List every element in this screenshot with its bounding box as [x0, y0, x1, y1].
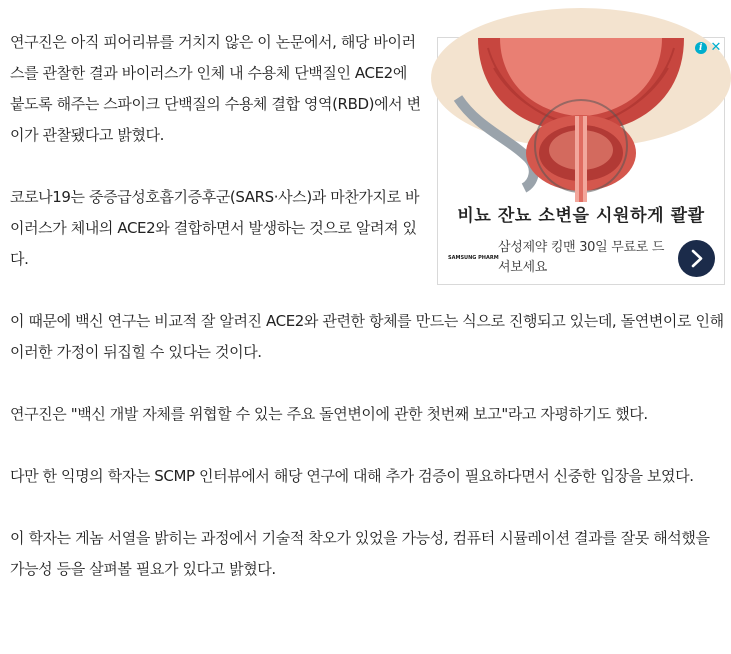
article-paragraph: 이 때문에 백신 연구는 비교적 잘 알려진 ACE2와 관련한 항체를 만드는 식으로 진행되고 있는데, 돌연변이로 인해 이러한 가정이 뒤집힐 수 있다는 것이다. — [10, 312, 724, 361]
ad-image[interactable] — [438, 38, 724, 202]
ad-brand-logo: SAMSUNG PHARM — [448, 255, 499, 261]
ad-choices[interactable] — [695, 41, 722, 55]
ad-description[interactable]: 삼성제약 킹맨 30일 무료로 드셔보세요 — [498, 240, 665, 275]
info-icon[interactable]: i — [695, 42, 707, 54]
article-paragraph: 다만 한 익명의 학자는 SCMP 인터뷰에서 해당 연구에 대해 추가 검증이 필요하다면서 신중한 입장을 보였다. — [10, 467, 694, 485]
article-paragraph: 이 학자는 게놈 서열을 밝히는 과정에서 기술적 착오가 있었을 가능성, 컴퓨터 시뮬레이션 결과를 잘못 해석했을 가능성 등을 살펴볼 필요가 있다고 밝혔다. — [10, 529, 710, 578]
article-paragraph: 연구진은 "백신 개발 자체를 위협할 수 있는 주요 돌연변이에 관한 첫번째 보고"라고 자평하기도 했다. — [10, 405, 648, 423]
ad-headline[interactable]: 비뇨 잔뇨 소변을 시원하게 콸콸 — [457, 206, 705, 226]
ad-illustration — [438, 38, 724, 202]
ad-cta-button[interactable] — [678, 240, 715, 277]
article-paragraph: 코로나19는 중증급성호흡기증후군(SARS·사스)과 마찬가지로 바이러스가 체내의 ACE2와 결합하면서 발생하는 것으로 알려져 있다. — [10, 188, 420, 268]
chevron-right-icon — [678, 240, 715, 277]
ad-footer[interactable] — [438, 238, 724, 282]
advertisement[interactable] — [437, 37, 725, 285]
article-paragraph: 연구진은 아직 피어리뷰를 거치지 않은 이 논문에서, 해당 바이러스를 관찰한 결과 바이러스가 인체 내 수용체 단백질인 ACE2에 붙도록 해주는 스파이크 단백질의 수용체 결합 영역(RBD)에서 변이가 관찰됐다고 밝혔다. — [10, 33, 421, 144]
close-icon[interactable]: ✕ — [710, 40, 721, 55]
article-body — [10, 27, 725, 616]
